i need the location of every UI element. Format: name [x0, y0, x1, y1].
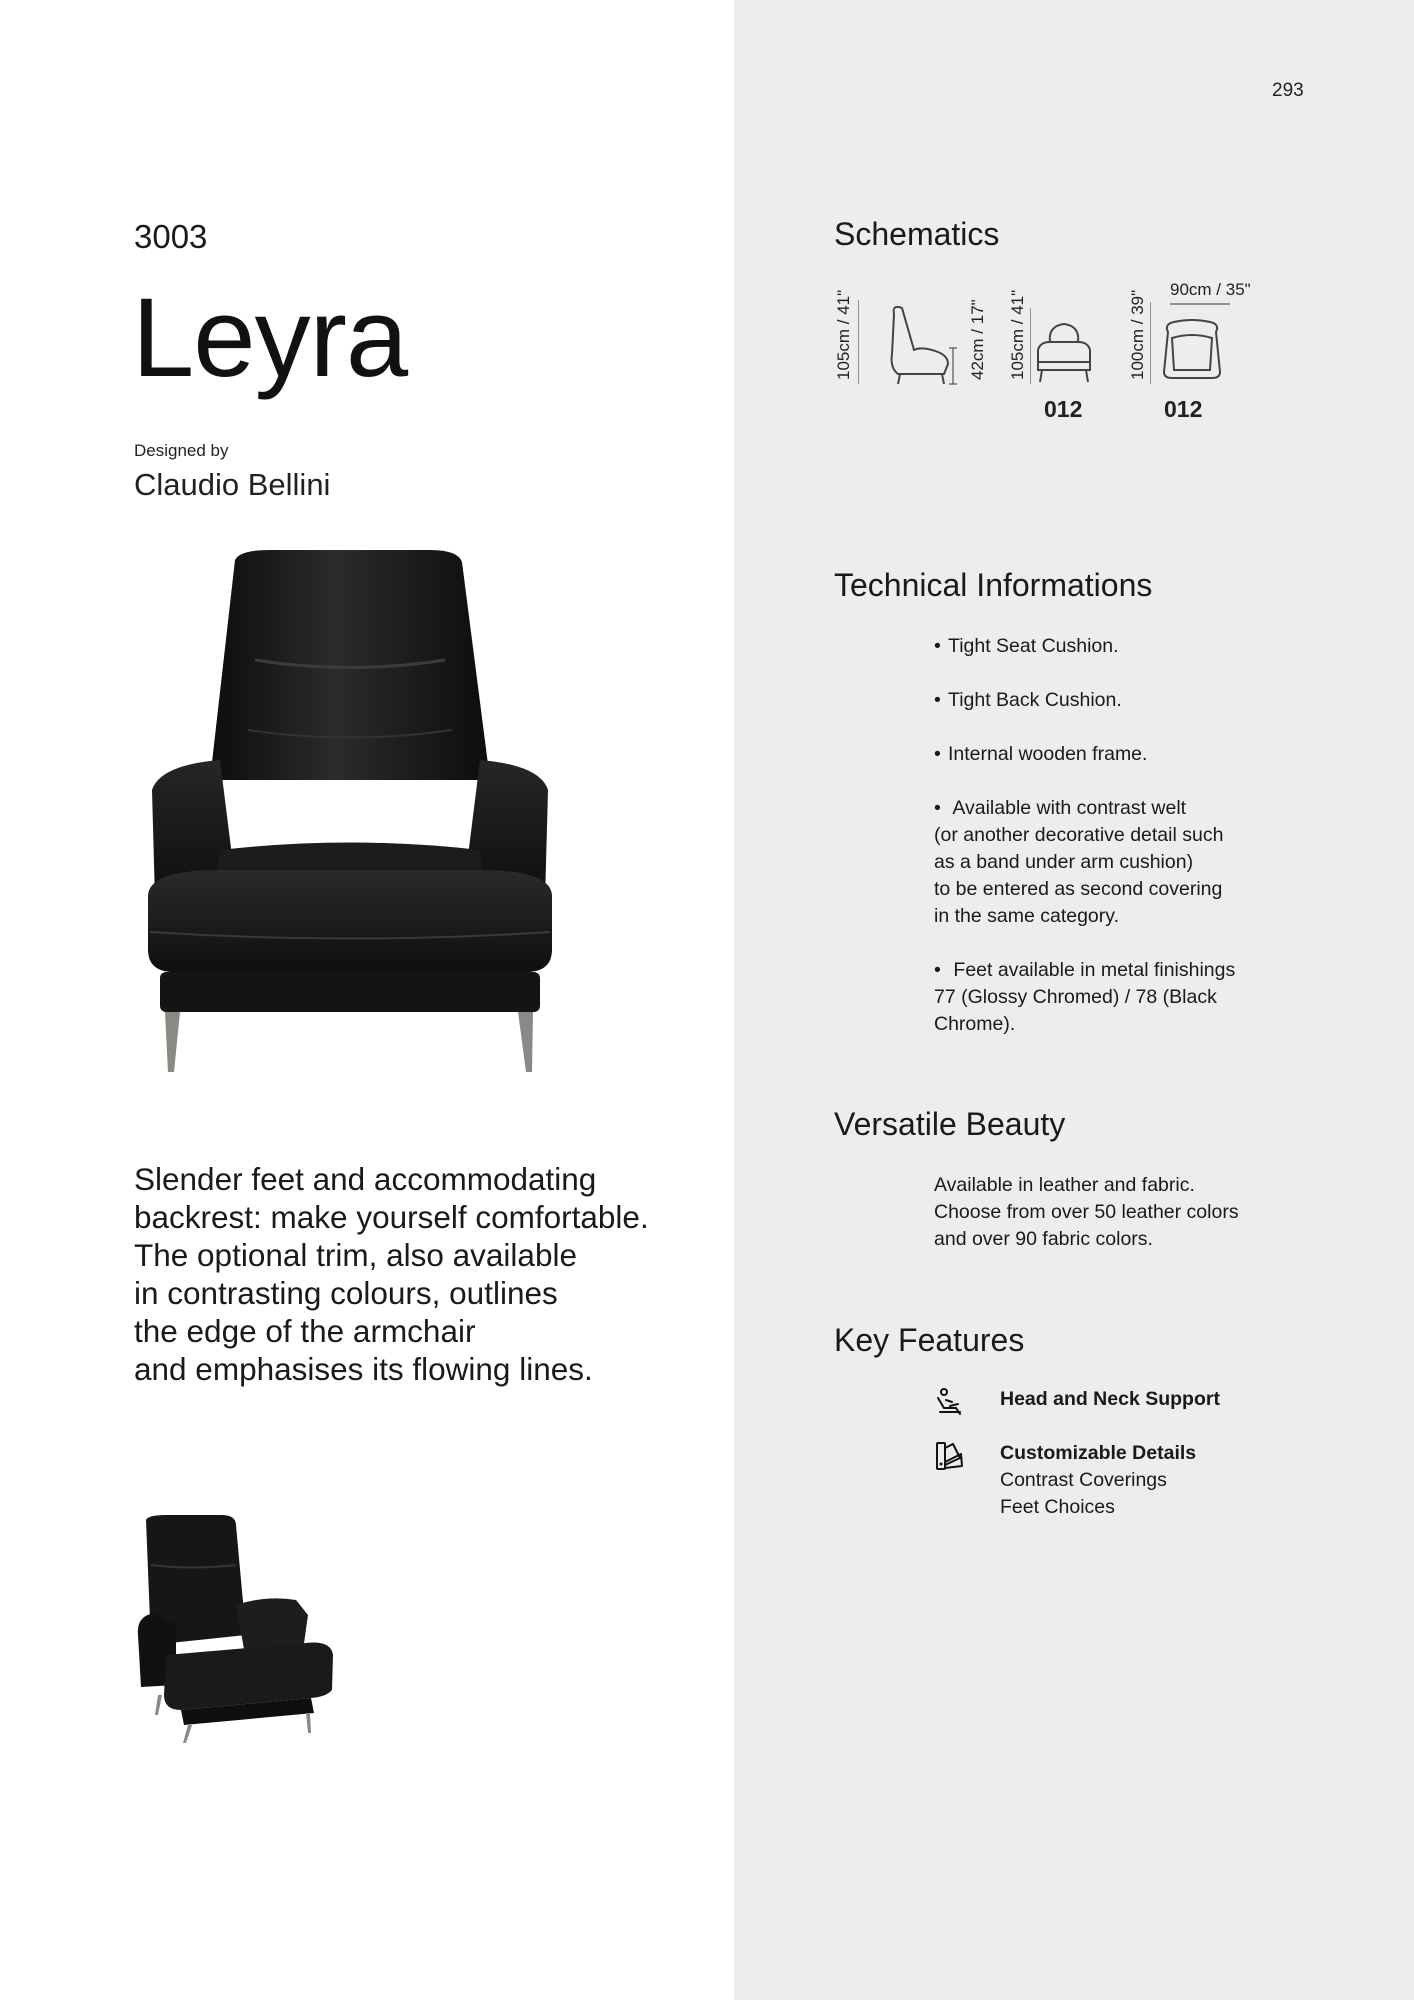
- feature-title: Head and Neck Support: [1000, 1388, 1220, 1410]
- list-item: [934, 687, 1294, 714]
- list-item-text: Tight Seat Cushion.: [948, 635, 1119, 657]
- tagline-line: the edge of the armchair: [134, 1313, 476, 1349]
- list-item-text: to be entered as second covering: [934, 878, 1223, 900]
- tagline-line: Slender feet and accommodating: [134, 1161, 597, 1197]
- armchair-front-image: [140, 550, 560, 1080]
- list-item-text: as a band under arm cushion): [934, 851, 1194, 873]
- designed-by-label: Designed by: [134, 441, 229, 460]
- top-depth-dimension: 100cm / 39": [1128, 289, 1147, 380]
- swatch-palette-icon: [934, 1440, 966, 1472]
- product-name: Leyra: [132, 275, 408, 400]
- tagline-line: The optional trim, also available: [134, 1237, 577, 1273]
- product-code: 3003: [134, 218, 208, 255]
- versatile-text: [934, 1172, 1294, 1253]
- armchair-angle-image: [136, 1515, 346, 1745]
- technical-list: [934, 633, 1294, 1065]
- key-features-heading: Key Features: [834, 1322, 1025, 1358]
- side-height-dimension: 105cm / 41": [834, 289, 853, 380]
- tagline: [134, 1160, 714, 1388]
- list-item: [934, 741, 1294, 768]
- front-view-drawing: [1030, 308, 1100, 388]
- tagline-line: backrest: make yourself comfortable.: [134, 1199, 649, 1235]
- schematics-heading: Schematics: [834, 216, 1000, 252]
- page-number: 293: [1272, 80, 1304, 101]
- technical-heading: Technical Informations: [834, 567, 1153, 603]
- seat-height-dimension: 42cm / 17": [968, 299, 987, 380]
- feature-title: Customizable Details: [1000, 1442, 1197, 1464]
- feature-subitem: Feet Choices: [1000, 1496, 1115, 1518]
- list-item-text: Tight Back Cushion.: [948, 689, 1122, 711]
- list-item-text: Chrome).: [934, 1013, 1016, 1035]
- versatile-line: Available in leather and fabric.: [934, 1174, 1195, 1196]
- width-dimension: 90cm / 35": [1170, 280, 1251, 299]
- list-item-text: Feet available in metal finishings: [953, 959, 1236, 981]
- schematics-drawings: [834, 278, 1274, 428]
- list-item-text: (or another decorative detail such: [934, 824, 1224, 846]
- recliner-person-icon: [934, 1386, 966, 1418]
- tagline-line: and emphasises its flowing lines.: [134, 1351, 593, 1387]
- list-item-text: in the same category.: [934, 905, 1119, 927]
- versatile-line: Choose from over 50 leather colors: [934, 1201, 1239, 1223]
- top-view-drawing: [1150, 302, 1230, 388]
- feature-subitem: Contrast Coverings: [1000, 1469, 1167, 1491]
- front-height-dimension: 105cm / 41": [1008, 289, 1027, 380]
- designer-name: Claudio Bellini: [134, 467, 331, 502]
- list-item: [934, 795, 1294, 930]
- list-item: [934, 957, 1294, 1038]
- versatile-line: and over 90 fabric colors.: [934, 1228, 1153, 1250]
- list-item-text: Internal wooden frame.: [948, 743, 1148, 765]
- list-item-text: 77 (Glossy Chromed) / 78 (Black: [934, 986, 1217, 1008]
- list-item: [934, 633, 1294, 660]
- front-view-code: 012: [1044, 396, 1083, 422]
- list-item-text: Available with contrast welt: [952, 797, 1187, 819]
- tagline-line: in contrasting colours, outlines: [134, 1275, 558, 1311]
- versatile-heading: Versatile Beauty: [834, 1106, 1066, 1142]
- side-view-drawing: [858, 298, 958, 388]
- top-view-code: 012: [1164, 396, 1203, 422]
